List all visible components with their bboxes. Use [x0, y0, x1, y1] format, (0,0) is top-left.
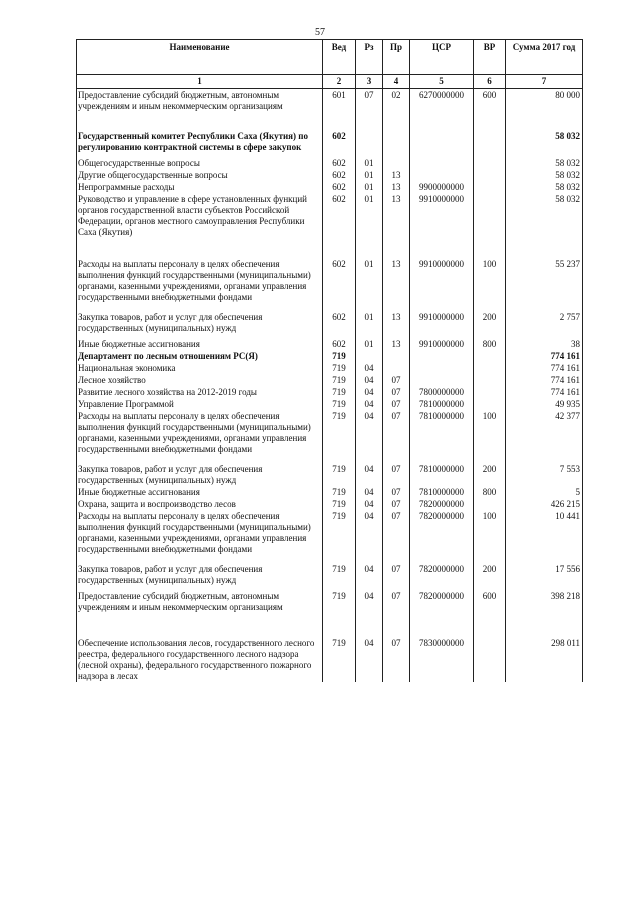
cell-csr	[410, 130, 474, 157]
table-row	[77, 486, 583, 498]
cell-sum: 2 757	[506, 311, 583, 338]
cell-rz: 01	[356, 338, 383, 350]
page-number: 57	[315, 27, 325, 38]
cell-csr: 7820000000	[410, 590, 474, 637]
cell-rz	[356, 130, 383, 157]
cell-ved: 602	[323, 338, 356, 350]
cell-sum: 774 161	[506, 386, 583, 398]
table-row	[77, 510, 583, 563]
cell-name: Руководство и управление в сфере установленных функций органов государственной власти субъектов Российской Федерации, органов местного самоуправления Республики Саха (Якутия)	[77, 193, 323, 258]
table-row	[77, 590, 583, 637]
table-row	[77, 157, 583, 169]
col-header-pr: Пр	[383, 40, 410, 75]
cell-csr: 7800000000	[410, 386, 474, 398]
cell-vr: 600	[474, 590, 506, 637]
cell-vr: 200	[474, 311, 506, 338]
col-number: 2	[323, 75, 356, 89]
cell-name: Департамент по лесным отношениям РС(Я)	[77, 350, 323, 362]
col-header-rz: Рз	[356, 40, 383, 75]
cell-vr: 100	[474, 410, 506, 463]
cell-ved: 719	[323, 563, 356, 590]
cell-rz: 04	[356, 362, 383, 374]
cell-pr: 13	[383, 338, 410, 350]
cell-pr: 02	[383, 89, 410, 131]
col-header-csr: ЦСР	[410, 40, 474, 75]
cell-sum: 774 161	[506, 362, 583, 374]
cell-ved: 602	[323, 193, 356, 258]
table-row	[77, 130, 583, 157]
cell-name: Непрограммные расходы	[77, 181, 323, 193]
cell-pr: 07	[383, 486, 410, 498]
cell-csr: 7810000000	[410, 410, 474, 463]
cell-ved: 719	[323, 637, 356, 682]
cell-vr	[474, 398, 506, 410]
cell-pr: 07	[383, 398, 410, 410]
col-header-name: Наименование	[77, 40, 323, 75]
cell-name: Другие общегосударственные вопросы	[77, 169, 323, 181]
cell-name: Развитие лесного хозяйства на 2012-2019 годы	[77, 386, 323, 398]
cell-vr: 800	[474, 486, 506, 498]
cell-sum: 5	[506, 486, 583, 498]
cell-ved: 719	[323, 362, 356, 374]
cell-rz: 04	[356, 374, 383, 386]
cell-vr: 200	[474, 563, 506, 590]
table-row	[77, 193, 583, 258]
cell-csr: 9910000000	[410, 338, 474, 350]
table-row	[77, 181, 583, 193]
cell-pr: 07	[383, 510, 410, 563]
col-number: 6	[474, 75, 506, 89]
cell-csr: 6270000000	[410, 89, 474, 131]
cell-rz: 01	[356, 311, 383, 338]
cell-vr: 100	[474, 510, 506, 563]
cell-vr	[474, 386, 506, 398]
cell-pr: 07	[383, 498, 410, 510]
table-row	[77, 350, 583, 362]
cell-rz: 04	[356, 486, 383, 498]
cell-ved: 602	[323, 258, 356, 311]
cell-sum: 58 032	[506, 193, 583, 258]
cell-sum: 80 000	[506, 89, 583, 131]
cell-name: Предоставление субсидий бюджетным, автономным учреждениям и иным некоммерческим организациям	[77, 89, 323, 131]
cell-ved: 719	[323, 590, 356, 637]
cell-sum: 38	[506, 338, 583, 350]
table-row	[77, 311, 583, 338]
cell-name: Расходы на выплаты персоналу в целях обеспечения выполнения функций государственными (муниципальными) органами, казенными учреждениями, органами управления государственными внебюджетными фондами	[77, 510, 323, 563]
cell-pr: 13	[383, 169, 410, 181]
table-row	[77, 637, 583, 682]
cell-pr: 07	[383, 563, 410, 590]
cell-csr: 9910000000	[410, 193, 474, 258]
table-row	[77, 563, 583, 590]
cell-csr: 7820000000	[410, 563, 474, 590]
cell-vr	[474, 350, 506, 362]
col-header-vr: ВР	[474, 40, 506, 75]
cell-ved: 602	[323, 169, 356, 181]
cell-rz: 01	[356, 169, 383, 181]
cell-ved: 719	[323, 486, 356, 498]
cell-name: Иные бюджетные ассигнования	[77, 486, 323, 498]
cell-ved: 602	[323, 311, 356, 338]
cell-sum: 58 032	[506, 157, 583, 169]
column-number-row	[77, 75, 583, 89]
cell-pr: 07	[383, 590, 410, 637]
cell-name: Закупка товаров, работ и услуг для обеспечения государственных (муниципальных) нужд	[77, 563, 323, 590]
cell-rz: 04	[356, 398, 383, 410]
cell-rz: 01	[356, 258, 383, 311]
col-number: 1	[77, 75, 323, 89]
cell-name: Расходы на выплаты персоналу в целях обеспечения выполнения функций государственными (муниципальными) органами, казенными учреждениями, органами управления государственными внебюджетными фондами	[77, 410, 323, 463]
cell-rz: 04	[356, 510, 383, 563]
cell-rz: 04	[356, 410, 383, 463]
cell-sum: 42 377	[506, 410, 583, 463]
cell-sum: 774 161	[506, 374, 583, 386]
cell-csr: 7820000000	[410, 510, 474, 563]
cell-vr	[474, 362, 506, 374]
cell-ved: 719	[323, 398, 356, 410]
col-number: 5	[410, 75, 474, 89]
header-row	[77, 40, 583, 75]
cell-vr	[474, 157, 506, 169]
cell-csr: 9900000000	[410, 181, 474, 193]
cell-name: Национальная экономика	[77, 362, 323, 374]
cell-sum: 55 237	[506, 258, 583, 311]
cell-ved: 602	[323, 157, 356, 169]
cell-pr	[383, 130, 410, 157]
cell-name: Закупка товаров, работ и услуг для обеспечения государственных (муниципальных) нужд	[77, 311, 323, 338]
cell-vr	[474, 169, 506, 181]
cell-ved: 602	[323, 181, 356, 193]
cell-rz: 04	[356, 637, 383, 682]
cell-name: Охрана, защита и воспроизводство лесов	[77, 498, 323, 510]
table-row	[77, 362, 583, 374]
cell-name: Общегосударственные вопросы	[77, 157, 323, 169]
cell-ved: 719	[323, 386, 356, 398]
cell-csr	[410, 169, 474, 181]
cell-rz: 04	[356, 563, 383, 590]
cell-pr: 07	[383, 637, 410, 682]
cell-sum: 774 161	[506, 350, 583, 362]
cell-name: Обеспечение использования лесов, государственного лесного реестра, федерального государственного лесного надзора (лесной охраны), федерального государственного пожарного надзора в лесах	[77, 637, 323, 682]
cell-vr	[474, 498, 506, 510]
cell-pr	[383, 362, 410, 374]
budget-table	[76, 39, 583, 682]
cell-rz: 04	[356, 386, 383, 398]
cell-sum: 17 556	[506, 563, 583, 590]
cell-rz: 04	[356, 498, 383, 510]
cell-csr: 7810000000	[410, 463, 474, 486]
cell-ved: 601	[323, 89, 356, 131]
cell-sum: 7 553	[506, 463, 583, 486]
table-row	[77, 398, 583, 410]
cell-sum: 58 032	[506, 181, 583, 193]
col-header-sum: Сумма 2017 год	[506, 40, 583, 75]
cell-pr: 07	[383, 410, 410, 463]
cell-csr	[410, 362, 474, 374]
cell-pr: 07	[383, 386, 410, 398]
cell-name: Лесное хозяйство	[77, 374, 323, 386]
cell-pr: 13	[383, 193, 410, 258]
cell-vr	[474, 374, 506, 386]
cell-csr: 7810000000	[410, 398, 474, 410]
table-row	[77, 338, 583, 350]
cell-vr: 600	[474, 89, 506, 131]
cell-pr	[383, 157, 410, 169]
table-row	[77, 386, 583, 398]
table-row	[77, 463, 583, 486]
cell-sum: 58 032	[506, 130, 583, 157]
cell-rz	[356, 350, 383, 362]
cell-csr	[410, 374, 474, 386]
cell-pr: 13	[383, 181, 410, 193]
table-body	[77, 89, 583, 683]
col-number: 4	[383, 75, 410, 89]
cell-pr: 07	[383, 374, 410, 386]
cell-sum: 398 218	[506, 590, 583, 637]
cell-name: Иные бюджетные ассигнования	[77, 338, 323, 350]
cell-csr	[410, 350, 474, 362]
table-row	[77, 258, 583, 311]
cell-sum: 298 011	[506, 637, 583, 682]
cell-ved: 719	[323, 510, 356, 563]
cell-name: Расходы на выплаты персоналу в целях обеспечения выполнения функций государственными (муниципальными) органами, казенными учреждениями, органами управления государственными внебюджетными фондами	[77, 258, 323, 311]
cell-vr	[474, 637, 506, 682]
cell-ved: 719	[323, 410, 356, 463]
table-row	[77, 169, 583, 181]
table-row	[77, 89, 583, 131]
col-number: 7	[506, 75, 583, 89]
col-number: 3	[356, 75, 383, 89]
cell-vr: 200	[474, 463, 506, 486]
table-row	[77, 374, 583, 386]
cell-sum: 58 032	[506, 169, 583, 181]
cell-name: Предоставление субсидий бюджетным, автономным учреждениям и иным некоммерческим организациям	[77, 590, 323, 637]
table-row	[77, 410, 583, 463]
cell-rz: 04	[356, 463, 383, 486]
cell-ved: 719	[323, 498, 356, 510]
cell-sum: 10 441	[506, 510, 583, 563]
cell-rz: 07	[356, 89, 383, 131]
cell-sum: 426 215	[506, 498, 583, 510]
cell-sum: 49 935	[506, 398, 583, 410]
cell-csr: 9910000000	[410, 258, 474, 311]
cell-rz: 01	[356, 157, 383, 169]
cell-ved: 602	[323, 130, 356, 157]
cell-name: Закупка товаров, работ и услуг для обеспечения государственных (муниципальных) нужд	[77, 463, 323, 486]
cell-csr: 7820000000	[410, 498, 474, 510]
cell-vr: 100	[474, 258, 506, 311]
cell-csr: 7830000000	[410, 637, 474, 682]
cell-vr	[474, 193, 506, 258]
cell-pr	[383, 350, 410, 362]
cell-rz: 01	[356, 181, 383, 193]
cell-pr: 13	[383, 258, 410, 311]
cell-vr: 800	[474, 338, 506, 350]
cell-name: Управление Программой	[77, 398, 323, 410]
cell-ved: 719	[323, 374, 356, 386]
cell-vr	[474, 181, 506, 193]
cell-ved: 719	[323, 350, 356, 362]
col-header-ved: Вед	[323, 40, 356, 75]
cell-ved: 719	[323, 463, 356, 486]
cell-csr	[410, 157, 474, 169]
cell-pr: 13	[383, 311, 410, 338]
cell-rz: 01	[356, 193, 383, 258]
table-row	[77, 498, 583, 510]
cell-rz: 04	[356, 590, 383, 637]
cell-name: Государственный комитет Республики Саха (Якутия) по регулированию контрактной системы в сфере закупок	[77, 130, 323, 157]
cell-vr	[474, 130, 506, 157]
cell-csr: 9910000000	[410, 311, 474, 338]
cell-csr: 7810000000	[410, 486, 474, 498]
cell-pr: 07	[383, 463, 410, 486]
